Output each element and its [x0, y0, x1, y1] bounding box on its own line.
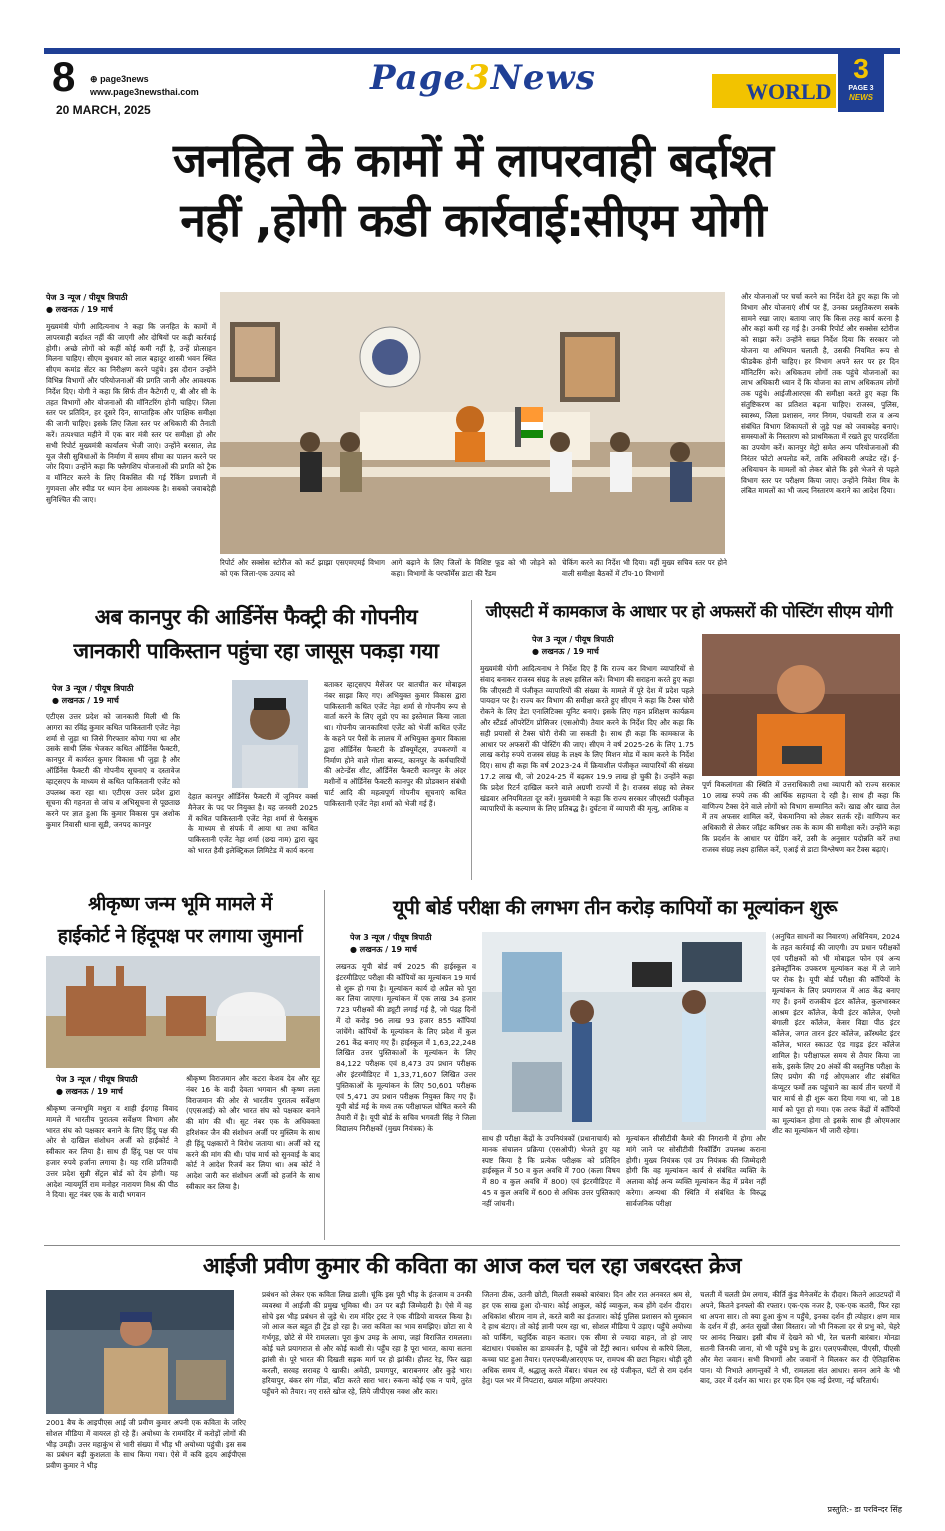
logo-number: 3 — [853, 53, 869, 84]
twitter-handle: page3news — [100, 74, 149, 84]
upboard-column-1: लखनऊ यूपी बोर्ड वर्ष 2025 की हाईस्कूल व इंटरमीडिएट परीक्षा की कॉपियों का मूल्यांकन 19 मार्च से शुरू हो गया है। मूल्यांकन कार्य दो अप्रैल को पूरा कर लिया जाएगा। मूल्यांकन में एक लाख 34 हजार 723 परीक्षकों की ड्यूटी लगाई गई है, जो पंद्रह दिनों में दो करोड़ 96 लाख 93 हजार 855 कॉपियां जांचेंगे। कॉपियों के मूल्यांकन के लिए प्रदेश में कुल 261 केंद्र बनाए गए हैं। हाईस्कूल में 1,63,22,248 लिखित उत्तर पुस्तिकाओं के मूल्यांकन के लिए 84,122 परीक्षक एवं 8,473 उप प्रधान परीक्षक और इंटरमीडिएट में 1,33,71,607 लिखित उत्तर पुस्तिकाओं के मूल्यांकन के लिए 50,601 परीक्षक एवं 5,471 उप प्रधान परीक्षक नियुक्त किए गए हैं। यूपी बोर्ड मई के मध्य तक परीक्षाफल घोषित करने की तैयारी में है। यूपी बोर्ड के सचिव भगवती सिंह ने जिला विद्यालय निरीक्षकों (मुख्य नियंत्रक) के — [336, 962, 476, 1133]
krishna-byline-author: पेज 3 न्यूज / पीयूष त्रिपाठी — [56, 1075, 138, 1084]
kanpur-byline-place: ● लखनऊ / 19 मार्च — [52, 696, 119, 705]
temple-mosque-illustration — [46, 956, 320, 1068]
kanpur-photo — [232, 680, 308, 788]
kanpur-headline-line2: जानकारी पाकिस्तान पहुंचा रहा जासूस पकड़ा गया — [73, 639, 439, 663]
ig-headline: आईजी प्रवीण कुमार की कविता का आज कल चल रहा जबरदस्त क्रेज — [202, 1254, 742, 1279]
upboard-photo — [482, 932, 766, 1130]
issue-date: 20 MARCH, 2025 — [56, 103, 151, 117]
masthead-contact — [90, 73, 199, 99]
lead-caption-1: रिपोर्ट और सक्सेस स्टोरीज को कर्ट झाझा एसएमएमई विभाग को एक जिला-एक उत्पाद को — [220, 558, 385, 578]
section-divider — [44, 1245, 900, 1246]
ig-column-2: प्रबंधन को लेकर एक कविता लिख डाली। चूंकि इस पूरी भीड़ के इंतजाम व उनकी व्यवस्था में आईजी की प्रमुख भूमिका थी। उन पर बड़ी जिम्मेदारी है। ऐसे में वह सोचे इस भीड़ प्रबंधन से जुड़े थे। राम मंदिर ट्रस्ट ने एक वीडियो वायरल किया है। जो आज कल बहुत ही ट्रेंड हो रहा है। जरा कविता का भाव समझिए। छोटा सा ये गर्भगृह, छोटे से मेरे रामलला। पूरा कुंभ उमड़ के आया, जहां विराजित रामलला। कोई चले प्रयागराज से और कोई काशी से। पहुँच रहा है पूरा भारत, काया सतना झांसी से। पूरे भारत की दिखती सड़क मार्ग पर हो झांकी। हौलट रेड़, फिर खड़ा करली, सरवह सरावह पे खाकी। अमेठी, प्रयागपुर, बाराबनगर और कुड़े भार। हरियापुर, बंकर संग गोंडा, बाँटा करते सारा भार। रुकना कोई एक न पाये, तुरंत पहुँचने को तैयार। नए रास्ते खोज रहे, लिये जीपीएस नक्श और कार। — [262, 1290, 472, 1397]
kanpur-column-3: बताकर व्हाट्सएप मैसेंजर पर बातचीत कर मोबाइल नंबर साझा किए गए। अभियुक्त कुमार विकास द्वारा पाकिस्तानी कथित एजेंट नेहा शर्मा से गोपनीय रूप से वार्ता करने के लिए लूडो एप का इस्तेमाल किया जाता था। गोपनीय जानकारियां एजेंट को भेजीं कथित एजेंट के कहने पर पैसों के लालच में अभियुक्त कुमार विकास द्वारा ऑर्डिनेंस फैक्टरी के डॉक्यूमेंट्स, उपकरणों व निर्माण होने वाले गोला बारूद, कानपुर के कर्मचारियों की अटेन्डेंस शीट, ऑर्डिनेंस फैक्टरी कानपुर के अंदर मशीनों व ऑर्डिनेंस फैक्टरी कानपुर की प्रोडक्शन संबंधी चार्ट आदि की महत्वपूर्ण गोपनीय सूचनाएं कथित पाकिस्तानी एजेंट नेहा शर्मा को भेजी गई हैं। — [324, 680, 466, 808]
ig-photo — [46, 1290, 234, 1414]
upboard-byline-place: ● लखनऊ / 19 मार्च — [350, 945, 417, 954]
gst-column-1: मुख्यमंत्री योगी आदित्यनाथ ने निर्देश दिए हैं कि राज्य कर विभाग व्यापारियों से संवाद बनाकर राजस्व संग्रह के लक्ष्य हासिल करें। विभाग की सराहना करते हुए कहा कि जीएसटी में पंजीकृत व्यापारियों की संख्या के मामले में पूरे देश में प्रदेश पहले पायदान पर है। राज्य कर विभाग की समीक्षा करते हुए सीएम ने कहा कि टैक्स चोरी रोकने के लिए डेटा एनालिटिक्स यूनिट बनाएं। इसके लिए गहन प्रशिक्षण कार्यक्रम और स्टैंडर्ड ऑपरेटिंग प्रोसिजर (एसओपी) तैयार करने के निर्देश दिए और कहा कि सही प्रयासों से टैक्स चोरी रोकी जा सकती है। साथ ही कहा कि कामकाज के आधार पर अफसरों की पोस्टिंग की जाए। सीएम ने वर्ष 2025-26 के लिए 1.75 लाख करोड़ रुपये राजस्व संग्रह के लक्ष्य के लिए मिशन मोड में काम करने के निर्देश दिए। साथ ही कहा कि वर्ष 2023-24 में क्रियाशील पंजीकृत व्यापारियों की संख्या 17.2 लाख थी, जो 2024-25 में बढ़कर 19.9 लाख हो चुकी है। उन्होंने कहा कि प्रदेश रिटर्न दाखिल करने वाले अग्रणी राज्यों में है। राजस्व संग्रह को लेकर खंडवार अनियमितता दूर करें। मुख्यमंत्री ने कहा कि राज्य सरकार जीएसटी पंजीकृत व्यापारियों के कल्याण के लिए प्रतिबद्ध है। दुर्घटना में व्यापारी की मृत्यु, आशिक व — [480, 664, 694, 814]
lead-headline-line2: नहीं ,होगी कडी कार्रवाई:सीएम योगी — [180, 193, 766, 247]
suspect-portrait — [232, 680, 308, 788]
ig-portrait — [46, 1290, 234, 1414]
twitter-icon: ⊕ — [90, 74, 98, 84]
lead-byline-author: पेज 3 न्यूज / पीयूष त्रिपाठी — [46, 293, 128, 302]
lead-caption-2: आगे बढ़ाने के लिए जिलों के विशिष्ट फूड को भी जोड़ने को कहा। विभागों के परफॉर्मेंस डाटा की रैंडम — [391, 558, 556, 578]
page-number: 8 — [52, 53, 76, 100]
krishna-headline — [40, 888, 320, 952]
kanpur-headline-line1: अब कानपुर की आर्डिनेंस फैक्ट्री की गोपनीय — [94, 605, 418, 629]
gst-byline-place: ● लखनऊ / 19 मार्च — [532, 647, 599, 656]
lead-byline — [46, 292, 216, 316]
lead-headline — [40, 130, 906, 250]
krishna-headline-line1: श्रीकृष्ण जन्म भूमि मामले में — [88, 893, 272, 915]
gst-byline — [532, 634, 702, 658]
column-divider — [471, 600, 472, 880]
gst-photo — [702, 634, 900, 776]
lead-byline-place: ● लखनऊ / 19 मार्च — [46, 305, 113, 314]
gst-column-2: पूर्ण विकलांगता की स्थिति में उत्तराधिकारी तथा व्यापारी को राज्य सरकार 10 लाख रुपये तक की आर्थिक सहायता दे रही है। साथ ही कहा कि वाणिज्य टैक्स देने वाले लोगों को विभाग सम्मानित करें। खाद्य और खाद्य तेल में तय अफसर शामिल करें, चेकमानिया को लेकर सतर्क रहें। वाणिज्य कर अधिकारी से लेकर जॉइंट कमिश्नर तक के काम की समीक्षा करें। उन्होंने कहा कि प्रदर्शन के आधार पर ग्रेडिंग करें, उसी के अनुसार पदोन्नति करें तथा राजस्व संग्रह लक्ष्य हासिल करें, एआई से डाटा विश्लेषण कर टैक्स बढ़ाएं। — [702, 780, 900, 854]
page3-logo — [838, 54, 884, 112]
kanpur-byline-author: पेज 3 न्यूज / पीयूष त्रिपाठी — [52, 684, 134, 693]
kanpur-column-1: एटीएस उत्तर प्रदेश को जानकारी मिली थी कि आगरा का रविंद्र कुमार कथित पाकिस्तानी एजेंट नेहा शर्मा से जुड़ा था जिसे गिरफ्तार कोया गया था और उसके साथी लिंक भेजकर कथित ऑर्डिनेंस फैक्टरी, कानपुर में कार्यरत कुमार विकास भी जुड़ा है और ऑर्डिनेंस फैक्टरी की गोपनीय सूचनाएं व दस्तावेज व्हाट्सएप के माध्यम से कथित पाकिस्तानी एजेंट को उपलब्ध करा रहा था। एटीएस उत्तर प्रदेश द्वारा सूचना की गहनता से जांच व अभिसूचना से पूछताछ करने पर ज्ञात हुआ कि कुमार विकास पुत्र अशोक कुमार निवासी थाना सूडी, जनपद कानपुर — [46, 712, 180, 829]
newspaper-title — [370, 58, 596, 98]
gst-headline: जीएसटी में कामकाज के आधार पर हो अफसरों की पोस्टिंग सीएम योगी — [485, 602, 893, 621]
meeting-photo-illustration — [220, 292, 725, 554]
upboard-headline: यूपी बोर्ड परीक्षा की लगभग तीन करोड़ कापियों का मूल्यांकन शुरू — [392, 896, 838, 919]
krishna-byline-place: ● लखनऊ / 19 मार्च — [56, 1087, 123, 1096]
upboard-byline-author: पेज 3 न्यूज / पीयूष त्रिपाठी — [350, 933, 432, 942]
evaluation-centre-photo — [482, 932, 766, 1130]
upboard-caption-2: मूल्यांकन सीसीटीवी कैमरे की निगरानी में होगा और मांगे जाने पर सोसीटीवी रिकॉर्डिंग उपलब्ध कराना होगी। मुख्य नियंत्रक एवं उप नियंत्रक की जिम्मेदारी होगी कि वह मूल्यांकन कार्य से संबंधित व्यक्ति के अलावा कोई अन्य व्यक्ति मूल्यांकन केंद्र में प्रवेश नहीं करेगा। अन्यथा की स्थिति में संबंधित के विरुद्ध सार्वजनिक परीक्षा — [626, 1134, 766, 1208]
logo-news: NEWS — [849, 93, 873, 102]
website-link[interactable]: www.page3newsthai.com — [90, 87, 199, 97]
title-page: Page — [370, 58, 467, 98]
logo-page: PAGE 3 — [848, 85, 874, 92]
kanpur-headline — [46, 600, 466, 668]
section-name: WORLD — [746, 79, 832, 104]
krishna-column-1: श्रीकृष्ण जन्मभूमि मथुरा व शाही ईदगाह विवाद मामले में भारतीय पुरातत्व सर्वेक्षण विभाग और भारत संघ को पक्षकार बनाने के लिए हिंदू पक्ष की ओर से दाखिल संशोधन अर्जी को हाईकोर्ट ने स्वीकार कर लिया है। साथ ही हिंदू पक्ष पर पांच हजार रुपये हर्जाना लगाया है। यह राशि प्रतिवादी उत्तर प्रदेश सुन्नी सेंट्रल बोर्ड को देय होगी। यह आदेश न्यायमूर्ति राम मनोहर नारायण मिश्र की पीठ ने दिया। सूट नंबर एक के वादी भगवान — [46, 1104, 178, 1200]
upboard-caption-1: साथ ही परीक्षा केंद्रों के उपनियंत्रकों (प्रधानाचार्य) को मानक संचालन प्रक्रिया (एसओपी) भेजते हुए यह स्पष्ट किया है कि प्रत्येक परीक्षक को प्रतिदिन हाईस्कूल में 50 व कुल अवधि में 700 (कला विषय में 80 व कुल अवधि में 800) एवं इंटरमीडिएट में 45 व कुल अवधि में 600 से अधिक उत्तर पुस्तिकाएं नहीं जांचनी। — [482, 1134, 620, 1208]
upboard-column-3: (अनुचित साधनों का निवारण) अधिनियम, 2024 के तहत कार्रवाई की जाएगी। उप प्रधान परीक्षकों एवं परीक्षकों को भी मोबाइल फोन एवं अन्य इलेक्ट्रॉनिक उपकरण मूल्यांकन कक्ष में ले जाने पर रोक है। यूपी बोर्ड परीक्षा की कॉपियों के मूल्यांकन के लिए प्रयागराज में आठ केंद्र बनाए गए हैं। इनमें राजकीय इंटर कॉलेज, कुलभास्कर आश्रम इंटर कॉलेज, केपी इंटर कॉलेज, एंग्लो बंगाली इंटर कॉलेज, केसर विद्या पीठ इंटर कॉलेज, जगत तारन इंटर कॉलेज, क्रॉस्थवेट इंटर कॉलेज, भारत स्काउट एंड गाइड इंटर कॉलेज शामिल है। परीक्षाफल समय से तैयार किया जा सके, इसके लिए 20 अंकों की वस्तुनिष्ठ परीक्षा के लिए प्रयोग की गई ओएमआर शीट संबंधित कंप्यूटर फर्मों तक पहुंचाने का कार्य तीन चरणों में चार मार्च से ही शुरू करा दिया गया था, जो 18 मार्च को पूरा हो गया। एक तरफ केंद्रों में कॉपियों का मूल्यांकन होगा तो इसके साथ ही ओएमआर शीट का मूल्यांकन भी जारी रहेगा। — [772, 932, 900, 1136]
section-label — [712, 74, 836, 108]
lead-caption-3: चेकिंग करने का निर्देश भी दिया। वहीं मुख्य सचिव स्तर पर होने वाली समीक्षा बैठकों में टॉप-10 विभागों — [562, 558, 727, 578]
cm-portrait — [702, 634, 900, 776]
kanpur-byline — [52, 683, 222, 707]
ig-column-4: चलती में चलती प्रेम लगाय, कीर्ति कुंड मैनेजमेंट के दीदार। कितने आउटपदों में अपने, कितने इनफ्लो की रफ्तार। एक-एक नजर है, एक-एक कतरी, फिर रहा था अपना सार। तो क्या हुआ कुंभ न पहुँचे, इनका दर्शन ही त्योहार। क्षण मात्र के दर्शन में ही, अनंत सुखों जैसा विस्तार। जो भी निकला दर से प्रभु को, चेहरे पर आनंद निखार। इसी बीच में देखने को भी, रेल चलनी बारंबार। मोनडा सतनी जिनकी जाना, वो भी पहुँचे प्रभु के द्वार। एलएफबीएस, पीएसी, पीएसी और मेरा जवान। सभी विभागों और जवानों ने मिलकर कर दी ऐतिहासिक पान। यो निभाते आगन्तुकों ने भी, रामलला संत आधार। सनन आने के भी बाद, उदर में दर्शन का भार। हर एक दिन एक नई प्रेरणा, नई चरितार्थ। — [700, 1290, 900, 1386]
ig-caption: 2001 बैच के आइपीएस आई जी प्रवीण कुमार अपनी एक कविता के जरिए सोशल मीडिया में वायरल हो रहे हैं। अयोध्या के राममंदिर में करोड़ों लोगों की भीड़ उमड़ी। उत्तर महाकुंभ से भारी संख्या में भीड़ भी अयोध्या पहुंची। इस सब का प्रबंधन बड़ी कुशलता के साथ किया गया। ऐसे में कवि हृदय आईपीएस प्रवीण कुमार ने भीड़ — [46, 1418, 246, 1471]
kanpur-caption: देहात कानपुर ऑर्डिनेंस फैक्टरी में जूनियर वर्क्स मैनेजर के पद पर नियुक्त है। यह जनवरी 2025 में कथित पाकिस्तानी एजेंट नेहा शर्मा से फेसबुक के माध्यम से संपर्क में आया था तथा कथित पाकिस्तानी एजेंट नेहा शर्मा (छद्म नाम) द्वारा खुद को भारत हैवी इलेक्ट्रिकल लिमिटेड में कार्य करना — [188, 792, 318, 855]
lead-photo — [220, 292, 725, 554]
title-news: News — [490, 58, 596, 98]
krishna-column-2: श्रीकृष्ण विराजमान और कटरा केशव देव और सूट नंबर 16 के वादी देवता भगवान श्री कृष्ण लला विराजमान की ओर से भारतीय पुरातत्व सर्वेक्षण (एएसआई) को और भारत संघ को पक्षकार बनाने की मांग की थी। सूट नंबर एक के अधिवक्ता हरिशंकर जैन की संशोधन अर्जी पर मुस्लिम के साथ ही हिंदू पक्षकारों ने विरोध जताया था। अर्जी को रद्द करने की मांग की थी। पांच मार्च को सुनवाई के बाद कोर्ट ने आदेश रिजर्व कर लिया था। अब कोर्ट ने आदेश जारी कर संशोधन अर्जी को हर्जाने के साथ स्वीकार कर लिया है। — [186, 1074, 320, 1191]
lead-column-3: और योजनाओं पर चर्चा करने का निर्देश देते हुए कहा कि जो विभाग और योजनाएं शीर्ष पर हैं, उनका प्रस्तुतिकरण सबके सामने रखा जाए। बताया जाए कि किस तरह कार्य करना है और कहां कमी रह गई है। उनकी रिपोर्ट और सक्सेस स्टोरीज को साझा करें। उन्होंने सख्त निर्देश दिया कि सरकार जो योजना या अभियान चलाती है, उसकी नियमित रूप से फीडबैक होनी चाहिए। हर विभाग अपने स्तर पर हर दिन मॉनिटरिंग करे। अधिकतम लोगों तक पहुंचे योजनाओं का लाभ अधिकारी ध्यान दें कि योजना का लाभ अधिकतम लोगों तक पहुंचे। आईजीआरएस की समीक्षा करते हुए कहा कि संतुष्टिकरण का प्रतिशत बढ़ना चाहिए। राजस्व, पुलिस, स्वास्थ्य, जिला प्रशासन, नगर निगम, पंचायती राज व अन्य संबंधित विभाग शिकायतों से जुड़े पक्ष को जवाबदेह बनाएं। समस्याओं के निस्तारण को प्राथमिकता में रखते हुए पारदर्शिता का उपयोग करें। कानपुर मेट्रो समेत अन्य परियोजनाओं की निरंतर फोटो अपलोड करें, ताकि अधिकारी अपडेट रहें। ई-अधियाचन के मामलों को लेकर बोले कि इसे भेजने से पहले विभाग स्तर पर परीक्षण किया जाए। उन्होंने निवेश मित्र के लंबित मामलों का भी जल्द निस्तारण कराने का आदेश दिया। — [741, 292, 899, 496]
column-divider-2 — [324, 890, 325, 1240]
title-three: 3 — [466, 58, 491, 98]
krishna-headline-line2: हाईकोर्ट ने हिंदूपक्ष पर लगाया जुमार्ना — [57, 925, 303, 947]
krishna-photo — [46, 956, 320, 1068]
lead-column-1: मुख्यमंत्री योगी आदित्यनाथ ने कहा कि जनहित के कामों में लापरवाही बर्दाश्त नहीं की जाएगी और दोषियों पर कड़ी कार्रवाई होगी। अच्छे लोगों को कहीं कोई कमी नहीं है, उन्हें प्रोत्साहन मिलना चाहिए। सीएम बुधवार को लाल बहादुर शास्त्री भवन स्थित सीएम कमांड सेंटर का निरीक्षण करने पहुंचे। इस दौरान उन्होंने विभिन्न विभागों और परियोजनाओं की प्रगति जानी और आवश्यक निर्देश दिए। योगी ने कहा कि सिर्फ तीन कैटेगरी ए, बी और सी के तहत विभागों और योजनाओं की मॉनिटरिंग होनी चाहिए। जिला स्तर पर प्रतिदिन, हर दूसरे दिन, साप्ताहिक और पाक्षिक समीक्षा की जानी चाहिए। इसके लिए जिला स्तर पर अधिकारी की तैनाती करें। तत्पश्चात महीने में एक बार मंत्री स्तर पर समीक्षा हो और सभी रिपोर्ट मुख्यमंत्री कार्यालय भेजी जाएं। उन्होंने बरसात, लेड यूज जैसी सुविधाओं के निर्माण में समय सीमा का पालन करने पर जोर दिया। उन्होंने कहा कि फ्लैगशिप योजनाओं की प्रगति को ट्रैक व मॉनिटर करने के लिए विकसित की गई रैंकिंग प्रणाली में गुणवत्ता और स्पीड पर ध्यान देना आवश्यक है। सबको जवाबदेही सुनिश्चित की जाए। — [46, 322, 216, 504]
ig-column-3: जितना ठीक, उतनी छोटी, मिलती सबको बारंबार। दिन और रात अनवरत श्रम से, हर एक साख हुआ दो-चार। कोई आकुल, कोई व्याकुल, कब होंगे दर्शन दीदार। अधिकांश श्रीराम नाम ले, करते बारी का इंतजार। कोई पुलिस प्रशासन को मुस्कान दे हाथ बंटाए। तो कोई ज्ञानी परम रहा था, सोशल मीडिया पे उड़ाए। पहुँचे अयोध्या को पार्किंग, चतुर्दिक वाहन कतार। एक सीमा से ज्यादा वाहन, तो हो जाए बंटाधार। पंचकोस का डायवर्जन है, पहुँचे जो टैंट्री स्थान। धर्मपथ से करिये लिला, कच्चा घाट हुआ तैयार। एलएफबी/आरएएफ पर, रामपथ की छटा निहार। थोड़ी दूरी अधिक समय में, श्रद्धालु करते मेंबार। चंचल रथ रहे पंजीकृत, घंटों से राम दर्शन हेतु। पल भर में निपटारा, ख्याल महिमा अपरंपार। — [482, 1290, 692, 1386]
ig-credit: प्रस्तुति:- डा परविन्दर सिंह — [827, 1505, 902, 1514]
gst-byline-author: पेज 3 न्यूज / पीयूष त्रिपाठी — [532, 635, 614, 644]
lead-headline-line1: जनहित के कामों में लापरवाही बर्दाश्त — [172, 133, 774, 187]
